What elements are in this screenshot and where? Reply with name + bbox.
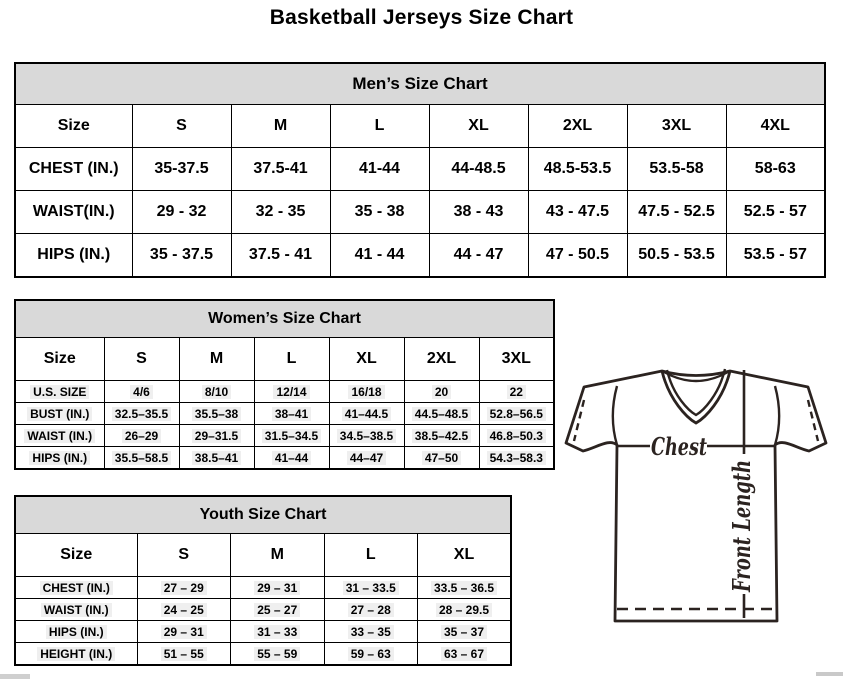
row-label	[15, 643, 137, 666]
cell-text: 12/14	[273, 385, 309, 399]
cell-text: 47–50	[422, 451, 461, 465]
cell-text: 34.5–38.5	[337, 429, 396, 443]
table-row	[15, 425, 554, 447]
jersey-outline	[566, 371, 826, 621]
cell-text: 38–41	[272, 407, 311, 421]
cell-value: 47.5 - 52.5	[627, 191, 726, 234]
cell-text: 35.5–38	[192, 407, 241, 421]
cell-text: 52.8–56.5	[487, 407, 546, 421]
row-label	[15, 577, 137, 599]
right-armhole-seam	[775, 386, 779, 445]
cell-text: 22	[507, 385, 526, 399]
cell-value	[137, 599, 231, 621]
row-label	[15, 447, 104, 470]
size-header: L	[330, 105, 429, 148]
cell-value	[418, 599, 512, 621]
cell-value: 58-63	[726, 148, 825, 191]
size-column-label: Size	[15, 534, 137, 577]
row-label	[15, 621, 137, 643]
cell-value	[137, 621, 231, 643]
size-header: XL	[418, 534, 512, 577]
cell-value	[254, 425, 329, 447]
cell-text: 33.5 – 36.5	[431, 581, 497, 595]
cell-text: 41–44.5	[342, 407, 391, 421]
size-header-row	[15, 338, 554, 381]
size-header: M	[231, 105, 330, 148]
cell-text: 31 – 33.5	[343, 581, 399, 595]
cell-value	[254, 447, 329, 470]
cell-text: HIPS (IN.)	[46, 625, 107, 639]
cell-value	[254, 403, 329, 425]
cell-text: 27 – 28	[348, 603, 394, 617]
cell-text: 44.5–48.5	[412, 407, 471, 421]
cell-text: 25 – 27	[254, 603, 300, 617]
cell-text: 54.3–58.3	[487, 451, 546, 465]
cell-value	[231, 621, 325, 643]
cell-value: 43 - 47.5	[528, 191, 627, 234]
size-header: 3XL	[479, 338, 554, 381]
row-label: HIPS (IN.)	[15, 234, 132, 278]
left-armhole-seam	[613, 386, 617, 445]
table-row	[15, 191, 825, 234]
cell-text: 32.5–35.5	[112, 407, 171, 421]
cell-value: 50.5 - 53.5	[627, 234, 726, 278]
cell-value: 35 - 38	[330, 191, 429, 234]
cell-value: 38 - 43	[429, 191, 528, 234]
cell-value	[418, 577, 512, 599]
table-row	[15, 643, 511, 666]
cell-value: 48.5-53.5	[528, 148, 627, 191]
row-label	[15, 381, 104, 403]
cell-value	[329, 447, 404, 470]
cell-text: 29 – 31	[254, 581, 300, 595]
cell-text: 8/10	[202, 385, 231, 399]
cell-text: HIPS (IN.)	[29, 451, 90, 465]
womens-size-table	[14, 299, 555, 470]
cell-text: 35.5–58.5	[112, 451, 171, 465]
cell-value	[137, 643, 231, 666]
table-row	[15, 621, 511, 643]
cell-value	[479, 425, 554, 447]
cell-text: 41–44	[272, 451, 311, 465]
cell-text: 26–29	[122, 429, 161, 443]
chest-label: Chest	[651, 432, 707, 461]
cell-value: 35-37.5	[132, 148, 231, 191]
size-header: L	[324, 534, 418, 577]
cell-value	[179, 403, 254, 425]
cell-text: 29 – 31	[161, 625, 207, 639]
cell-text: 59 – 63	[348, 647, 394, 661]
womens-chart-title: Women’s Size Chart	[15, 300, 554, 338]
cell-value	[479, 381, 554, 403]
cell-text: U.S. SIZE	[30, 385, 89, 399]
cell-text: 46.8–50.3	[487, 429, 546, 443]
cell-text: 31.5–34.5	[262, 429, 321, 443]
row-label	[15, 403, 104, 425]
cell-text: 28 – 29.5	[436, 603, 492, 617]
size-header: 4XL	[726, 105, 825, 148]
cell-value: 53.5-58	[627, 148, 726, 191]
cell-value	[104, 425, 179, 447]
row-label: CHEST (IN.)	[15, 148, 132, 191]
cell-text: 29–31.5	[192, 429, 241, 443]
cell-value: 44-48.5	[429, 148, 528, 191]
cell-value	[404, 381, 479, 403]
womens-table-body	[15, 338, 554, 470]
cell-value: 32 - 35	[231, 191, 330, 234]
cell-value	[231, 643, 325, 666]
cell-text: 51 – 55	[161, 647, 207, 661]
cell-value	[179, 381, 254, 403]
size-header: 3XL	[627, 105, 726, 148]
cell-value	[231, 599, 325, 621]
cell-value	[329, 403, 404, 425]
cell-value	[324, 599, 418, 621]
size-header-row	[15, 105, 825, 148]
cell-text: 24 – 25	[161, 603, 207, 617]
cell-value	[254, 381, 329, 403]
row-label	[15, 425, 104, 447]
size-header-row	[15, 534, 511, 577]
table-row	[15, 403, 554, 425]
size-header: XL	[329, 338, 404, 381]
size-header: M	[179, 338, 254, 381]
cell-value	[104, 403, 179, 425]
cell-value	[137, 577, 231, 599]
cell-value	[418, 621, 512, 643]
cell-value	[104, 447, 179, 470]
cell-value: 37.5-41	[231, 148, 330, 191]
front-length-label: Front Length	[727, 414, 756, 592]
mens-size-table	[14, 62, 826, 278]
cell-value	[179, 447, 254, 470]
cell-value: 47 - 50.5	[528, 234, 627, 278]
jersey-measurement-diagram	[554, 354, 843, 678]
size-header: S	[104, 338, 179, 381]
mens-chart-title: Men’s Size Chart	[15, 63, 825, 105]
size-column-label: Size	[15, 338, 104, 381]
cell-text: 16/18	[348, 385, 384, 399]
cell-text: 31 – 33	[254, 625, 300, 639]
cell-value: 44 - 47	[429, 234, 528, 278]
cell-text: 38.5–41	[192, 451, 241, 465]
size-header: S	[132, 105, 231, 148]
cell-value	[418, 643, 512, 666]
cell-value	[104, 381, 179, 403]
cell-text: BUST (IN.)	[27, 407, 92, 421]
cell-text: 55 – 59	[254, 647, 300, 661]
cell-text: 63 – 67	[441, 647, 487, 661]
cell-value	[324, 643, 418, 666]
cell-text: 27 – 29	[161, 581, 207, 595]
cell-value: 41-44	[330, 148, 429, 191]
cell-value	[329, 425, 404, 447]
size-column-label: Size	[15, 105, 132, 148]
cell-text: 44–47	[347, 451, 386, 465]
cell-value: 35 - 37.5	[132, 234, 231, 278]
cell-text: CHEST (IN.)	[40, 581, 113, 595]
size-header: XL	[429, 105, 528, 148]
cell-value	[179, 425, 254, 447]
cell-text: 35 – 37	[441, 625, 487, 639]
cell-text: 38.5–42.5	[412, 429, 471, 443]
youth-table-body	[15, 534, 511, 666]
cell-value	[479, 447, 554, 470]
size-header: 2XL	[528, 105, 627, 148]
cell-text: WAIST (IN.)	[41, 603, 112, 617]
horizontal-scrollbar-fragment-right[interactable]	[816, 672, 843, 676]
cell-value: 37.5 - 41	[231, 234, 330, 278]
cell-value	[479, 403, 554, 425]
size-header: M	[231, 534, 325, 577]
table-row	[15, 447, 554, 470]
cell-text: 33 – 35	[348, 625, 394, 639]
cell-text: HEIGHT (IN.)	[37, 647, 115, 661]
size-header: L	[254, 338, 329, 381]
youth-size-table	[14, 495, 512, 666]
cell-value: 29 - 32	[132, 191, 231, 234]
row-label	[15, 599, 137, 621]
cell-value	[404, 425, 479, 447]
table-row	[15, 148, 825, 191]
cell-text: WAIST (IN.)	[24, 429, 95, 443]
cell-text: 4/6	[130, 385, 153, 399]
size-header: S	[137, 534, 231, 577]
cell-value	[404, 403, 479, 425]
size-header: 2XL	[404, 338, 479, 381]
table-row	[15, 234, 825, 278]
cell-value: 52.5 - 57	[726, 191, 825, 234]
cell-value	[231, 577, 325, 599]
table-row	[15, 577, 511, 599]
horizontal-scrollbar-fragment-left[interactable]	[0, 674, 30, 679]
cell-value	[324, 621, 418, 643]
cell-value: 53.5 - 57	[726, 234, 825, 278]
cell-value	[404, 447, 479, 470]
page-title: Basketball Jerseys Size Chart	[269, 6, 574, 29]
mens-table-body	[15, 105, 825, 278]
table-row	[15, 381, 554, 403]
table-row	[15, 599, 511, 621]
youth-chart-title: Youth Size Chart	[15, 496, 511, 534]
cell-text: 20	[432, 385, 451, 399]
cell-value	[329, 381, 404, 403]
row-label: WAIST(IN.)	[15, 191, 132, 234]
cell-value	[324, 577, 418, 599]
cell-value: 41 - 44	[330, 234, 429, 278]
